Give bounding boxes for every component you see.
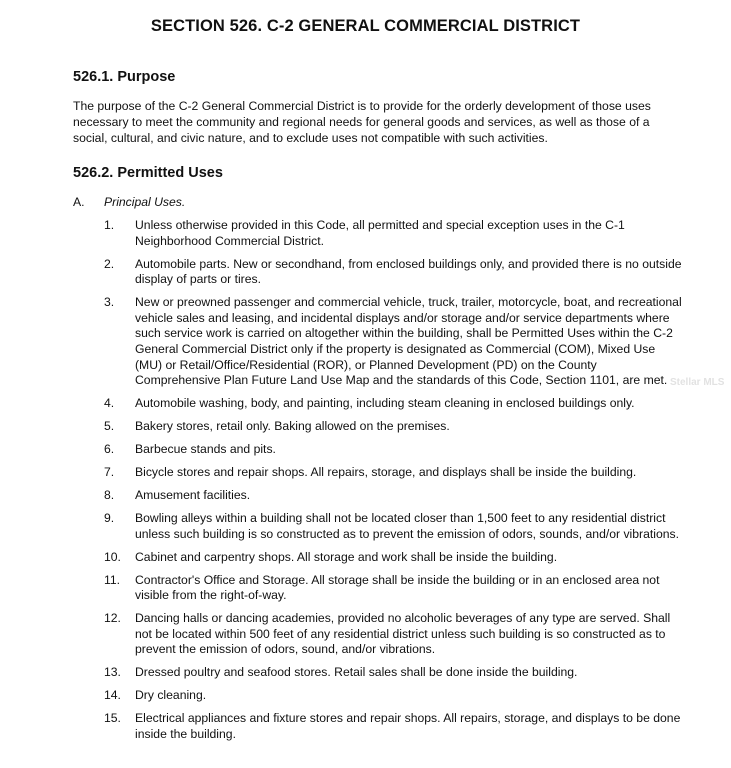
item-text: New or preowned passenger and commercial vehicle, truck, trailer, motorcycle, boat, and recreational vehicle sales and leasing, and incidental displays and/or storage and/or service departments where such service work is carried on altogether within the building, shall be Permitted Uses within the C-2 General Commercial District only if the property is designated as Commercial (COM), Mixed Use (MU) or Retail/Office/Residential (ROR), or Planned Development (PD) on the County Comprehensive Plan Future Land Use Map and the standards of this Code, Section 1101, are met. xyxy=(135,295,682,388)
item-text: Bowling alleys within a building shall not be located closer than 1,500 feet to any residential district unless such building is so constructed as to prevent the emission of odors, sounds, and/or vibrations. xyxy=(135,511,679,541)
watermark: Stellar MLS xyxy=(670,377,725,388)
purpose-heading: 526.1. Purpose xyxy=(73,69,176,85)
list-item xyxy=(104,419,684,435)
item-number: 13. xyxy=(104,665,121,680)
list-item xyxy=(104,218,684,249)
item-number: 10. xyxy=(104,549,121,564)
list-item xyxy=(104,550,684,566)
item-number: 9. xyxy=(104,511,115,526)
list-item xyxy=(104,511,684,542)
item-number: 5. xyxy=(104,419,115,434)
item-number: 8. xyxy=(104,488,115,503)
list-item xyxy=(104,573,684,604)
item-text: Barbecue stands and pits. xyxy=(135,442,276,457)
list-item xyxy=(104,688,684,704)
permitted-uses-list xyxy=(104,218,684,750)
list-item xyxy=(104,665,684,681)
item-text: Bicycle stores and repair shops. All repairs, storage, and displays shall be inside the building. xyxy=(135,465,637,480)
subsection-principal-uses xyxy=(73,194,185,210)
item-text: Bakery stores, retail only. Baking allowed on the premises. xyxy=(135,419,450,434)
item-number: 3. xyxy=(104,295,115,310)
list-item xyxy=(104,257,684,288)
item-text: Amusement facilities. xyxy=(135,488,251,503)
item-number: 7. xyxy=(104,465,115,480)
list-item xyxy=(104,711,684,742)
item-text: Dancing halls or dancing academies, provided no alcoholic beverages of any type are served. Shall not be located within 500 feet of any residential district unless such building is so constructed as to prevent the emission of odors, sound, and/or vibrations. xyxy=(135,611,671,657)
list-item xyxy=(104,465,684,481)
item-text: Dry cleaning. xyxy=(135,688,207,703)
item-text: Contractor's Office and Storage. All storage shall be inside the building or in an enclosed area not visible from the right-of-way. xyxy=(135,572,660,603)
item-text: Dressed poultry and seafood stores. Retail sales shall be done inside the building. xyxy=(135,665,578,680)
item-number: 6. xyxy=(104,442,115,457)
item-number: 1. xyxy=(104,218,115,232)
item-text: Automobile parts. New or secondhand, from enclosed buildings only, and provided there is no outside display of parts or tires. xyxy=(135,256,682,287)
subsection-letter: A. xyxy=(73,195,85,209)
purpose-paragraph: The purpose of the C-2 General Commercial District is to provide for the orderly development of those uses necessary to meet the community and regional needs for general goods and services, as well as those of a social, cultural, and civic nature, and to exclude uses not compatible with such activities. xyxy=(73,99,651,145)
item-text: Cabinet and carpentry shops. All storage and work shall be inside the building. xyxy=(135,549,558,564)
section-title: SECTION 526. C-2 GENERAL COMMERCIAL DISTRICT xyxy=(150,17,581,35)
list-item xyxy=(104,396,684,412)
list-item xyxy=(104,611,684,658)
item-number: 2. xyxy=(104,256,115,271)
item-number: 15. xyxy=(104,711,121,726)
item-number: 11. xyxy=(104,572,121,587)
list-item xyxy=(104,488,684,504)
item-text: Electrical appliances and fixture stores and repair shops. All repairs, storage, and displays to be done inside the building. xyxy=(135,711,681,741)
item-number: 4. xyxy=(104,396,115,411)
item-number: 14. xyxy=(104,688,121,703)
list-item xyxy=(104,442,684,458)
item-text: Unless otherwise provided in this Code, all permitted and special exception uses in the C-1 Neighborhood Commercial District. xyxy=(135,218,625,248)
permitted-uses-heading: 526.2. Permitted Uses xyxy=(73,165,223,181)
list-item xyxy=(104,295,684,389)
item-text: Automobile washing, body, and painting, including steam cleaning in enclosed buildings only. xyxy=(135,396,635,411)
item-number: 12. xyxy=(104,611,121,626)
subsection-label: Principal Uses. xyxy=(104,195,186,209)
